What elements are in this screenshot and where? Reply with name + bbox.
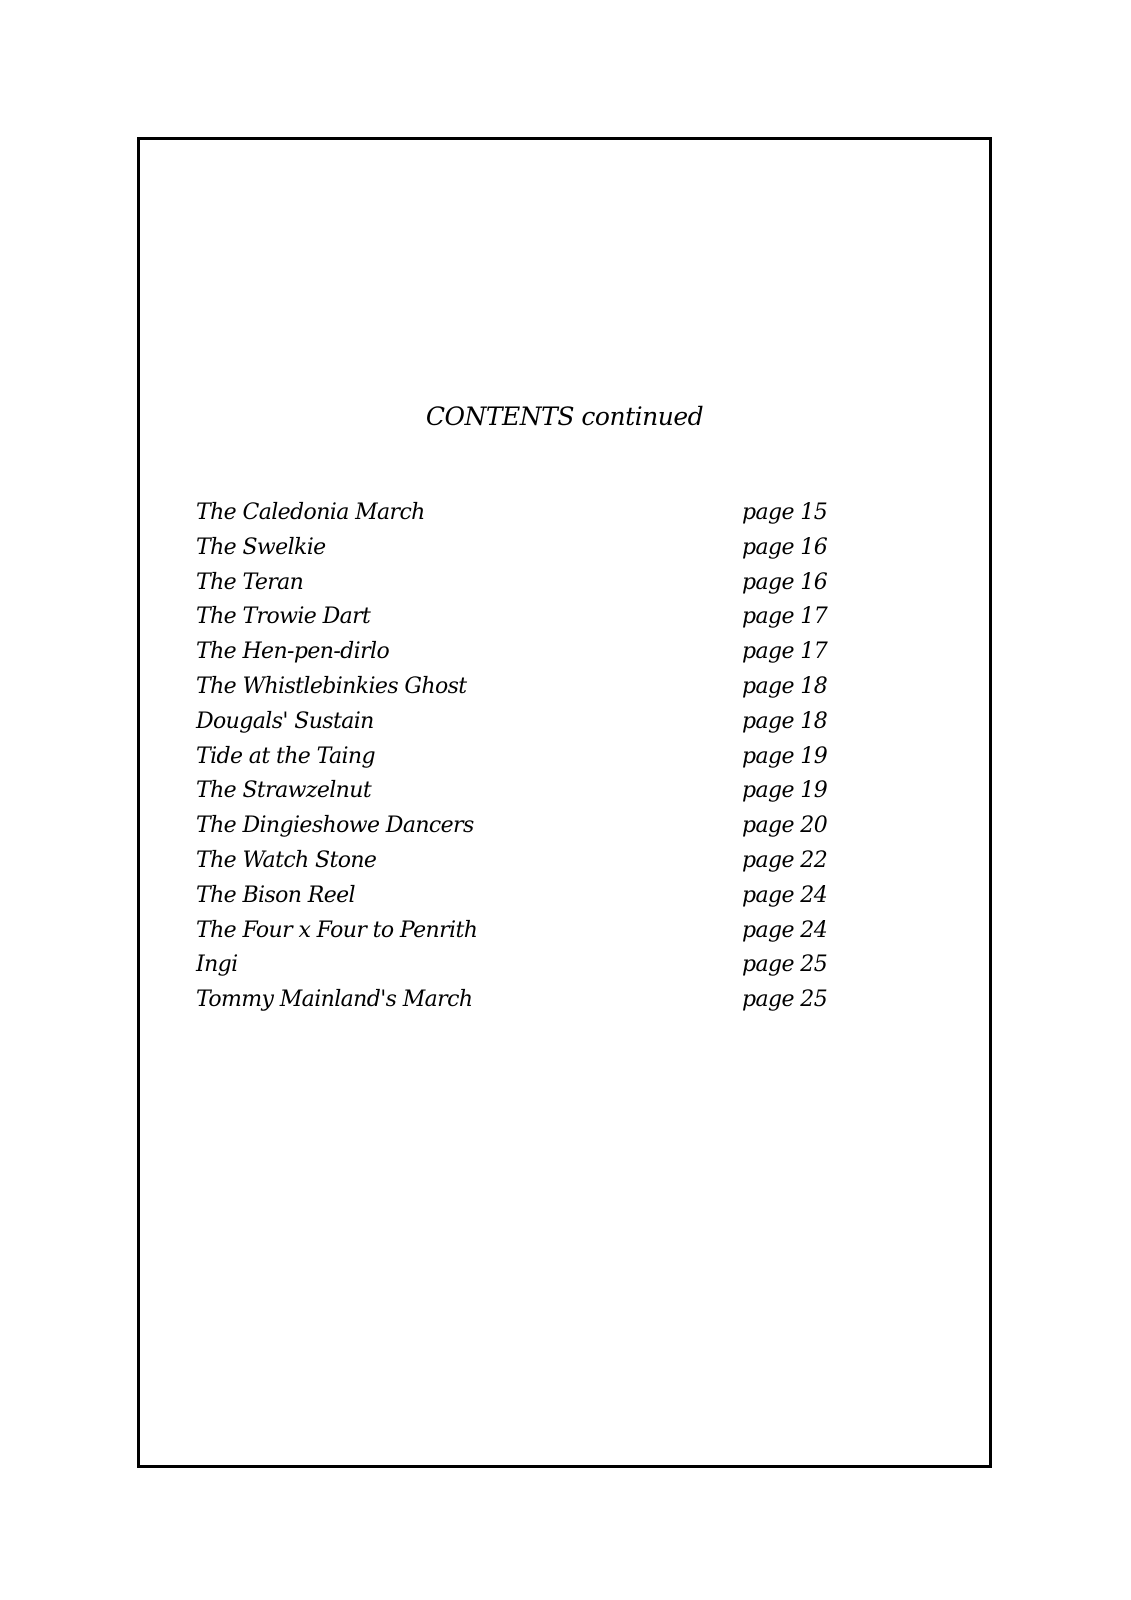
entry-title: Ingi — [196, 952, 238, 978]
entry-page: page 17 — [742, 604, 828, 630]
entry-title: Tommy Mainland's March — [196, 987, 473, 1013]
entry-page: page 22 — [742, 847, 828, 873]
contents-entry — [196, 813, 828, 848]
entry-title: Dougals' Sustain — [196, 708, 374, 734]
entry-page: page 18 — [742, 708, 828, 734]
entry-title: The Strawzelnut — [196, 778, 372, 804]
entry-page: page 16 — [742, 534, 828, 560]
entry-title: The Trowie Dart — [196, 604, 371, 630]
entry-title: The Swelkie — [196, 534, 326, 560]
entry-title: The Hen-pen-dirlo — [196, 639, 390, 665]
contents-entry — [196, 917, 828, 953]
contents-entry — [196, 847, 828, 883]
entry-page: page 16 — [742, 569, 828, 595]
contents-entry — [196, 569, 828, 605]
entry-title: Tide at the Taing — [196, 743, 375, 769]
contents-entry — [196, 952, 828, 987]
entry-title: The Teran — [196, 569, 304, 595]
entry-page: page 19 — [742, 743, 828, 769]
contents-entry — [196, 743, 828, 779]
entry-title: The Bison Reel — [196, 882, 355, 908]
entry-page: page 25 — [742, 987, 828, 1013]
entry-page: page 17 — [742, 639, 828, 665]
entry-page: page 15 — [742, 500, 828, 525]
entry-title: The Watch Stone — [196, 847, 377, 873]
contents-entry — [196, 673, 828, 709]
entry-page: page 18 — [742, 673, 828, 699]
contents-entry — [196, 604, 828, 639]
entry-title: The Dingieshowe Dancers — [196, 813, 474, 839]
contents-entry — [196, 778, 828, 813]
entry-page: page 20 — [742, 813, 828, 839]
contents-entry — [196, 987, 828, 1022]
contents-entry — [196, 882, 828, 918]
contents-entry — [196, 534, 828, 570]
entry-page: page 24 — [742, 882, 828, 908]
contents-entry — [196, 639, 828, 674]
entry-title: The Four x Four to Penrith — [196, 917, 478, 943]
entry-page: page 25 — [742, 952, 828, 978]
entry-title: The Caledonia March — [196, 500, 425, 525]
entry-page: page 24 — [742, 917, 828, 943]
entry-page: page 19 — [742, 778, 828, 804]
contents-heading: CONTENTS continued — [425, 402, 704, 431]
contents-entry — [196, 708, 828, 744]
contents-list — [196, 500, 828, 1022]
page-border-frame — [137, 137, 992, 1468]
contents-entry — [196, 500, 828, 535]
entry-title: The Whistlebinkies Ghost — [196, 673, 467, 699]
